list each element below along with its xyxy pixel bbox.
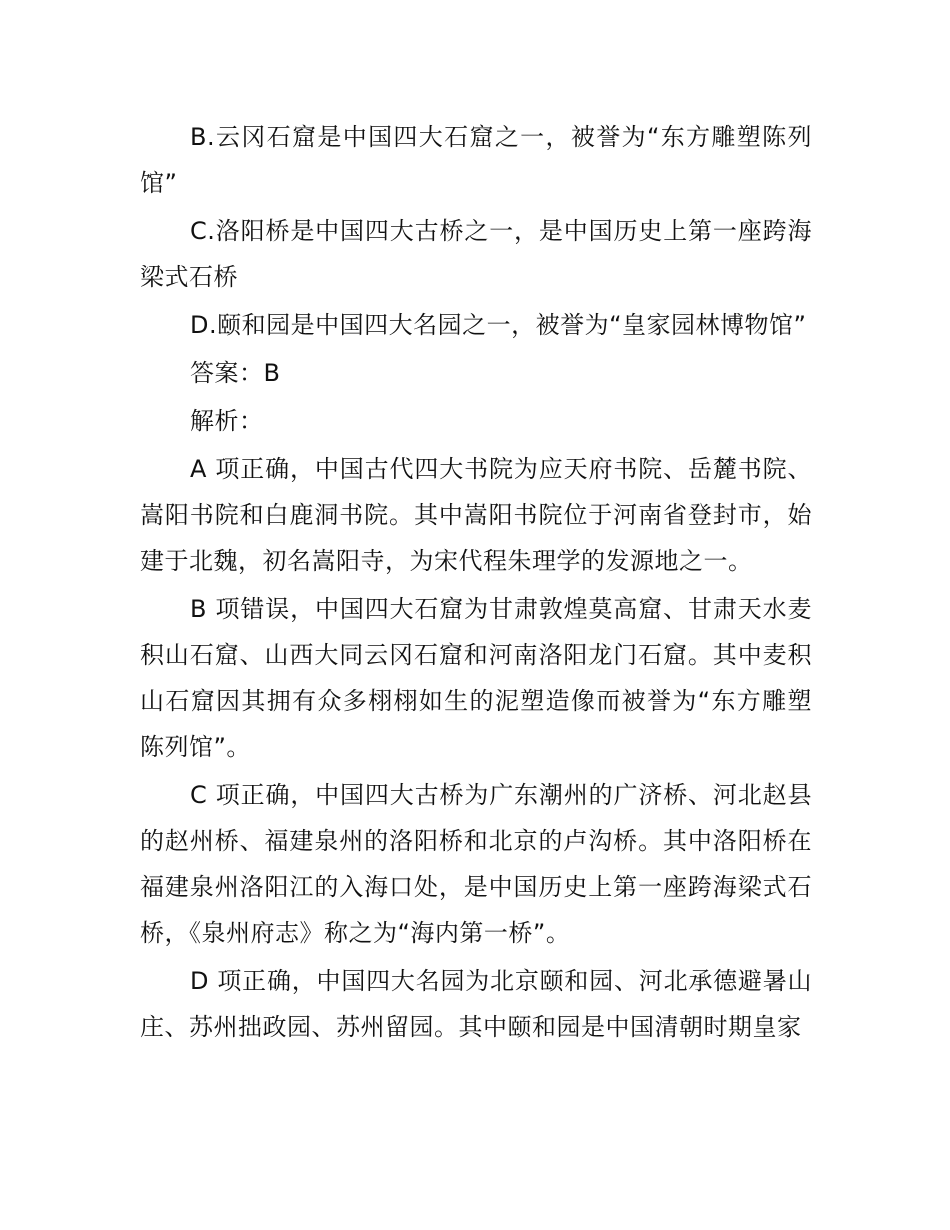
answer-line: 答案：B bbox=[190, 359, 281, 387]
analysis-b: B 项错误，中国四大石窟为甘肃敦煌莫高窟、甘肃天水麦积山石窟、山西大同云冈石窟和河南洛阳龙门石窟。其中麦积山石窟因其拥有众多栩栩如生的泥塑造像而被誉为“东方雕塑陈列馆”。 bbox=[140, 595, 812, 761]
analysis-d: D 项正确，中国四大名园为北京颐和园、河北承德避暑山庄、苏州拙政园、苏州留园。其中颐和园是中国清朝时期皇家 bbox=[140, 967, 812, 1041]
analysis-a: A 项正确，中国古代四大书院为应天府书院、岳麓书院、嵩阳书院和白鹿洞书院。其中嵩阳书院位于河南省登封市，始建于北魏，初名嵩阳寺，为宋代程朱理学的发源地之一。 bbox=[140, 455, 812, 575]
option-d: D.颐和园是中国四大名园之一，被誉为“皇家园林博物馆” bbox=[190, 311, 807, 339]
document-body bbox=[140, 114, 812, 1052]
analysis-heading: 解析： bbox=[190, 407, 264, 435]
option-c: C.洛阳桥是中国四大古桥之一，是中国历史上第一座跨海梁式石桥 bbox=[140, 217, 812, 291]
analysis-c: C 项正确，中国四大古桥为广东潮州的广济桥、河北赵县的赵州桥、福建泉州的洛阳桥和北京的卢沟桥。其中洛阳桥在福建泉州洛阳江的入海口处，是中国历史上第一座跨海梁式石桥，《泉州府志》称之为“海内第一桥”。 bbox=[140, 781, 812, 947]
option-b: B.云冈石窟是中国四大石窟之一，被誉为“东方雕塑陈列馆” bbox=[140, 123, 812, 197]
